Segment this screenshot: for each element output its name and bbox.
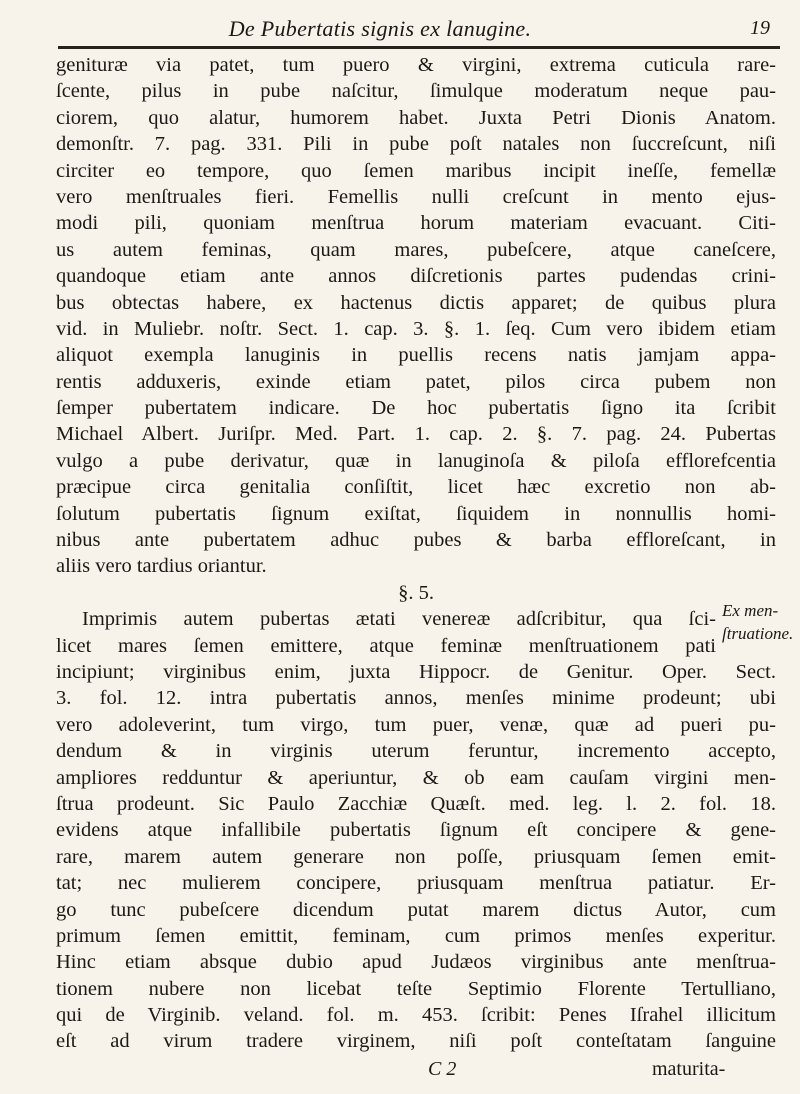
signature-mark: C 2 [428, 1058, 457, 1080]
text-line: vulgo a pube derivatur, quæ in lanuginoſa & piloſa efflorefcentia [56, 449, 776, 472]
running-title: De Pubertatis signis ex lanugine. [228, 16, 532, 41]
text-line: ciorem, quo alatur, humorem habet. Juxta Petri Dionis Anatom. [56, 106, 776, 129]
text-line: qui de Virginib. veland. fol. m. 453. ſcribit: Penes Iſrahel illicitum [56, 1004, 776, 1027]
text-line: 3. fol. 12. intra pubertatis annos, menſes minime prodeunt; ubi [56, 687, 776, 710]
text-line: primum ſemen emittit, feminam, cum primos menſes experitur. [56, 924, 776, 947]
text-line: vero menſtruales fieri. Femellis nulli creſcunt in mento ejus- [56, 185, 776, 208]
body-text [56, 52, 786, 1055]
text-line: dendum & in virginis uterum feruntur, incremento accepto, [56, 740, 776, 763]
text-line: Hinc etiam absque dubio apud Judæos virginibus ante menſtrua- [56, 951, 776, 974]
text-line: præcipue circa genitalia conſiſtit, licet hæc excretio non ab- [56, 476, 776, 499]
text-line: circiter eo tempore, quo ſemen maribus incipit ineſſe, femellæ [56, 159, 776, 182]
text-line: tionem nubere non licebat teſte Septimio Florente Tertulliano, [56, 977, 776, 1000]
text-line: rare, marem autem generare non poſſe, priusquam ſemen emit- [56, 845, 776, 868]
text-line: tat; nec mulierem concipere, priusquam menſtrua patiatur. Er- [56, 872, 776, 895]
text-line: vero adoleverint, tum virgo, tum puer, venæ, quæ ad pueri pu- [56, 713, 776, 736]
text-line: aliis vero tardius oriantur. [56, 555, 267, 578]
running-head [0, 8, 800, 48]
header-rule [58, 46, 780, 49]
section-mark: §. 5. [398, 581, 434, 604]
text-line: vid. in Muliebr. noſtr. Sect. 1. cap. 3. §. 1. ſeq. Cum vero ibidem etiam [56, 317, 776, 340]
marginal-note: ſtruatione. [722, 624, 794, 643]
text-line: demonſtr. 7. pag. 331. Pili in pube poſt natales non ſuccreſcunt, niſi [56, 133, 776, 156]
text-line: aliquot exempla lanuginis in puellis recens natis jamjam appa- [56, 344, 776, 367]
text-line: licet mares ſemen emittere, atque feminæ menſtruationem pati [56, 634, 716, 657]
text-line: incipiunt; virginibus enim, juxta Hippocr. de Genitur. Oper. Sect. [56, 660, 776, 683]
text-line: us autem feminas, quam mares, pubeſcere, atque caneſcere, [56, 238, 776, 261]
text-line: ſemper pubertatem indicare. De hoc pubertatis ſigno ita ſcribit [56, 397, 776, 420]
catchword: maturita- [652, 1058, 726, 1080]
text-line: Michael Albert. Juriſpr. Med. Part. 1. cap. 2. §. 7. pag. 24. Pubertas [56, 423, 776, 446]
text-line: ampliores redduntur & aperiuntur, & ob eam cauſam virgini men- [56, 766, 776, 789]
text-line: ſcente, pilus in pube naſcitur, ſimulque moderatum neque pau- [56, 80, 776, 103]
marginal-note: Ex men- [722, 601, 779, 620]
text-line: eſt ad virum tradere virginem, niſi poſt conteſtatam ſanguine [56, 1030, 776, 1053]
text-line: modi pili, quoniam menſtrua horum materiam evacuant. Citi- [56, 212, 776, 235]
text-line: bus obtectas habere, ex hactenus dictis apparet; de quibus plura [56, 291, 776, 314]
text-line: evidens atque infallibile pubertatis ſignum eſt concipere & gene- [56, 819, 776, 842]
text-line: ſtrua prodeunt. Sic Paulo Zacchiæ Quæſt. med. leg. l. 2. fol. 18. [56, 792, 776, 815]
page-number: 19 [750, 17, 770, 39]
text-line: rentis adduxeris, exinde etiam patet, pilos circa pubem non [56, 370, 776, 393]
text-line: go tunc pubeſcere dicendum putat marem dictus Autor, cum [56, 898, 776, 921]
text-line: genituræ via patet, tum puero & virgini, extrema cuticula rare- [56, 54, 776, 76]
text-line: ſolutum pubertatis ſignum exiſtat, ſiquidem in nonnullis homi- [56, 502, 776, 525]
text-line: nibus ante pubertatem adhuc pubes & barba effloreſcant, in [56, 529, 776, 552]
text-line: quandoque etiam ante annos diſcretionis partes pudendas crini- [56, 265, 776, 288]
text-line: Imprimis autem pubertas ætati venereæ adſcribitur, qua ſci- [82, 608, 716, 631]
